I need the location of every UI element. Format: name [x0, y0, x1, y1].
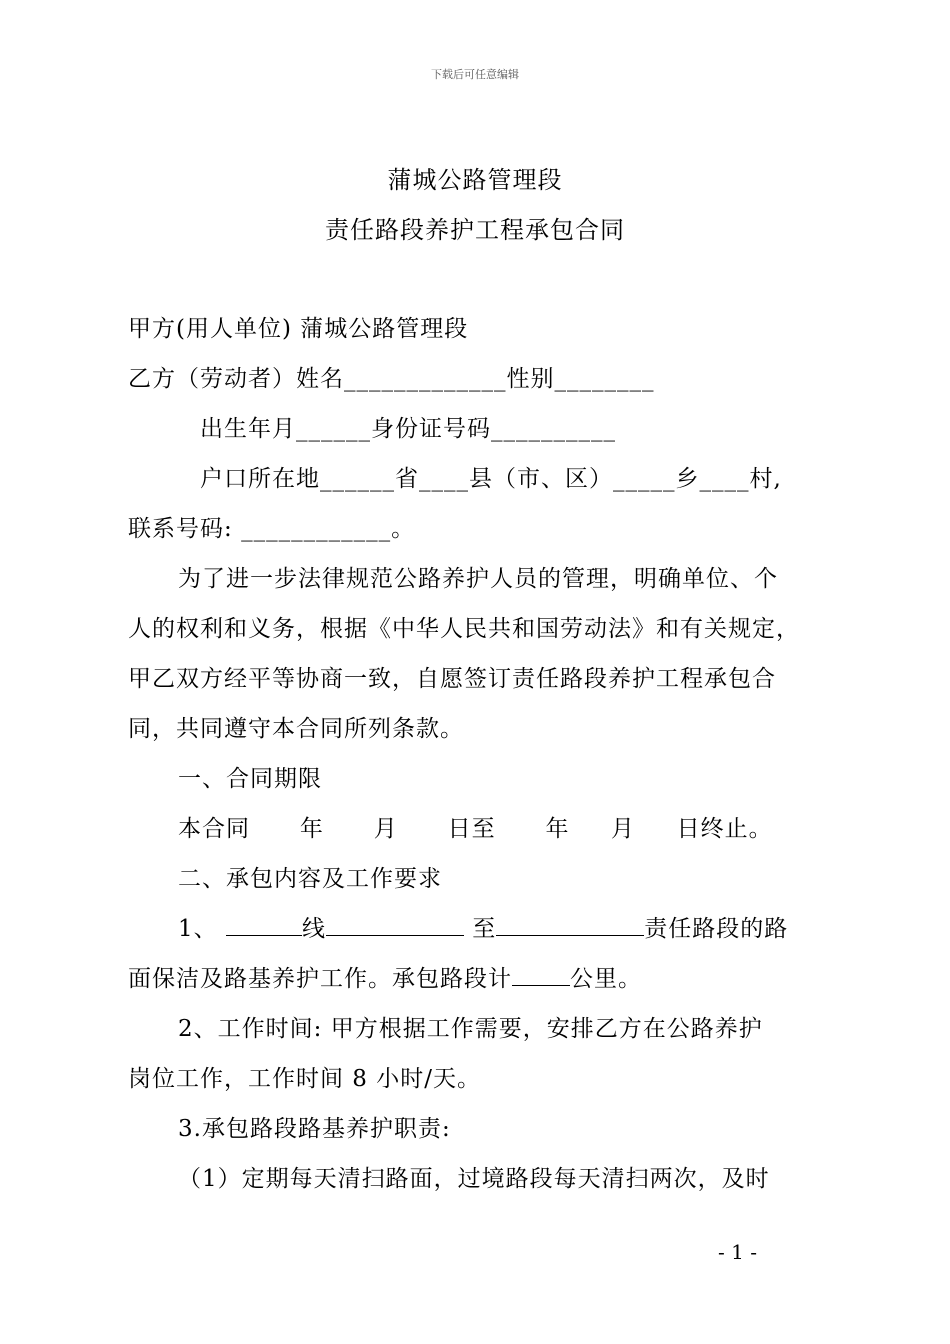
hukou-line — [200, 460, 782, 493]
contract-period-text: 本合同 年 月 日至 年 月 日终止。 — [178, 816, 773, 842]
km-blank — [512, 965, 570, 986]
item1-prefix: 1、 — [178, 916, 226, 942]
gender-label: 性别 — [506, 366, 555, 392]
intro-line-4: 同，共同遵守本合同所列条款。 — [128, 716, 464, 742]
birth-line — [200, 410, 616, 443]
page-number: - 1 - — [718, 1240, 757, 1264]
id-blank: __________ — [491, 416, 616, 442]
birth-blank: ______ — [296, 416, 371, 442]
to-blank — [496, 915, 644, 936]
item1-line-label: 线 — [301, 916, 326, 942]
item1-to: 至 — [463, 916, 497, 942]
section1-text — [178, 810, 773, 843]
party-b-label: 乙方（劳动者）姓名 — [128, 366, 344, 392]
from-blank — [326, 915, 464, 936]
contact-end: 。 — [391, 516, 416, 542]
hukou-label: 户口所在地 — [200, 466, 320, 492]
item3-sub1: （1）定期每天清扫路面，过境路段每天清扫两次，及时 — [178, 1166, 770, 1192]
contact-label: 联系号码: — [128, 516, 242, 542]
item1-suffix: 责任路段的路 — [644, 916, 789, 942]
intro-line-1: 为了进一步法律规范公路养护人员的管理，明确单位、个 — [178, 566, 778, 592]
gender-blank: ________ — [554, 366, 655, 392]
county-label: 县（市、区） — [469, 466, 613, 492]
contact-line — [128, 510, 415, 543]
item2-line-1: 2、工作时间: 甲方根据工作需要，安排乙方在公路养护 — [178, 1016, 763, 1042]
county-blank: ____ — [419, 466, 469, 492]
id-label: 身份证号码 — [371, 416, 491, 442]
item1-line2-suffix: 公里。 — [570, 966, 642, 992]
item1-line2-prefix: 面保洁及路基养护工作。承包路段计 — [128, 966, 512, 992]
section2-heading: 二、承包内容及工作要求 — [178, 866, 442, 892]
item1-line-1 — [178, 910, 788, 943]
province-blank: ______ — [320, 466, 395, 492]
township-label: 乡 — [675, 466, 700, 492]
contact-blank: ____________ — [241, 516, 392, 542]
party-a-line: 甲方(用人单位) 蒲城公路管理段 — [128, 316, 469, 342]
item1-line-2 — [128, 960, 642, 993]
item2-line-2: 岗位工作，工作时间 8 小时/天。 — [128, 1066, 482, 1092]
section1-heading: 一、合同期限 — [178, 766, 322, 792]
village-blank: ____ — [699, 466, 750, 492]
title-line-1: 蒲城公路管理段 — [387, 166, 563, 194]
intro-line-3: 甲乙双方经平等协商一致，自愿签订责任路段养护工程承包合 — [128, 666, 776, 692]
party-b-line — [128, 360, 655, 393]
province-label: 省 — [395, 466, 419, 492]
village-label: 村, — [749, 466, 782, 492]
title-line-2: 责任路段养护工程承包合同 — [325, 216, 625, 244]
name-blank: _____________ — [344, 366, 507, 392]
intro-line-2: 人的权利和义务，根据《中华人民共和国劳动法》和有关规定， — [128, 616, 800, 642]
road-blank — [226, 915, 302, 936]
birth-label: 出生年月 — [200, 416, 296, 442]
item3-heading: 3.承包路段路基养护职责: — [178, 1116, 451, 1142]
header-note: 下载后可任意编辑 — [431, 68, 519, 81]
township-blank: _____ — [613, 466, 676, 492]
